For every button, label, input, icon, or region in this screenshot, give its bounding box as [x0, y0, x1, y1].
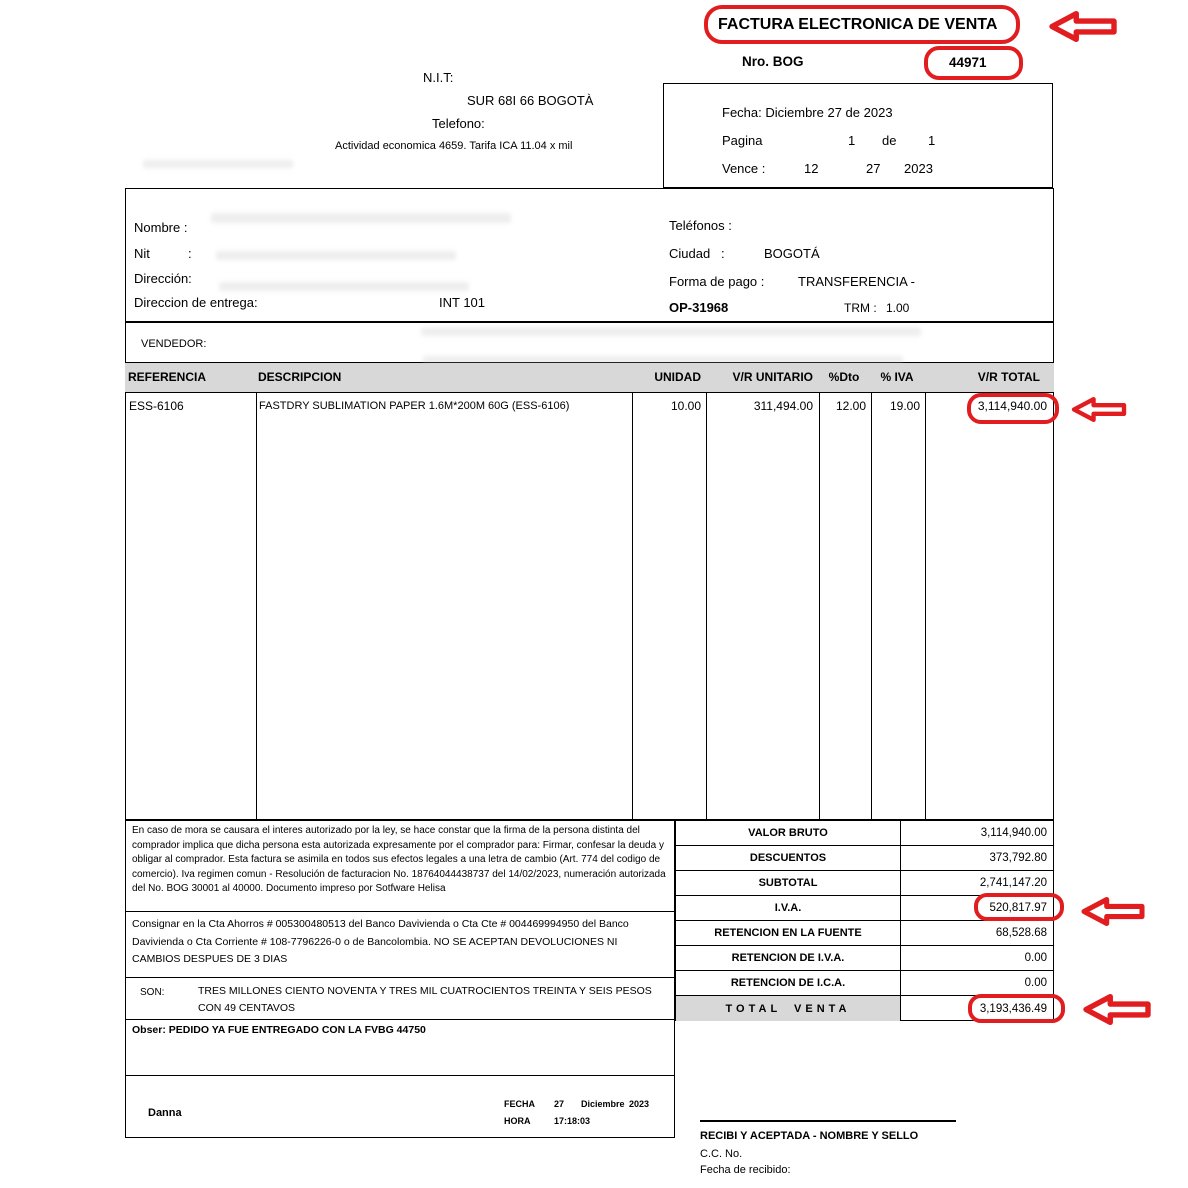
red-arrow-icon [1072, 897, 1154, 926]
redacted-text [143, 160, 293, 168]
col-vr-unitario: V/R UNITARIO [732, 370, 813, 384]
customer-nit-colon: : [188, 246, 192, 261]
customer-name-label: Nombre : [134, 220, 188, 235]
due-year: 2023 [904, 161, 933, 176]
payment-method-value: TRANSFERENCIA - [798, 274, 916, 289]
amount-in-words: TRES MILLONES CIENTO NOVENTA Y TRES MIL CUATROCIENTOS TREINTA Y SEIS PESOS CON 49 CENTAVOS [198, 985, 652, 1014]
vendedor-label: VENDEDOR: [141, 338, 207, 350]
totals-value: 68,528.68 [995, 927, 1047, 939]
red-arrow-icon [1063, 397, 1135, 422]
page-title: FACTURA ELECTRONICA DE VENTA [718, 16, 998, 33]
page-of: de [882, 133, 897, 148]
bank-text: Consignar en la Cta Ahorros # 005300480513 del Banco Davivienda o Cta Cte # 004469994950 del Banco Davivienda o Cta Corriente # 108-7796226-0 o de Bancolombia. NO SE ACEPTAN DEVOLUCIONES NI CAMBIOS DESPUES DE 3 DIAS [126, 912, 674, 978]
redacted-text [216, 251, 456, 260]
totals-row [676, 821, 1053, 846]
totals-label: RETENCION DE I.C.A. [676, 971, 901, 995]
invoice-number-value: 44971 [949, 55, 987, 70]
invoice-date: Fecha: Diciembre 27 de 2023 [722, 105, 893, 120]
column-divider [819, 393, 820, 819]
item-vr-total: 3,114,940.00 [977, 399, 1047, 413]
red-arrow-icon [1038, 11, 1128, 42]
totals-label: TOTAL VENTA [676, 996, 901, 1021]
observations-section [126, 1020, 674, 1076]
customer-box [125, 188, 1054, 322]
totals-table [675, 820, 1054, 1021]
totals-value: 3,193,436.49 [979, 1002, 1047, 1015]
vendedor-box [125, 322, 1054, 363]
totals-label: SUBTOTAL [676, 871, 901, 895]
page-number: 1 [848, 133, 856, 148]
due-label: Vence : [722, 161, 766, 176]
customer-phones-label: Teléfonos : [669, 218, 732, 233]
redacted-text [219, 282, 469, 291]
totals-row [676, 921, 1053, 946]
col-descripcion: DESCRIPCION [258, 370, 342, 384]
company-address: SUR 68I 66 BOGOTÀ [467, 93, 594, 108]
print-hora-value: 17:18:03 [554, 1116, 591, 1126]
totals-value: 3,114,940.00 [980, 827, 1047, 839]
column-divider [632, 393, 633, 819]
company-phone-label: Telefono: [432, 116, 485, 131]
legal-text: En caso de mora se causara el interes autorizado por la ley, se hace constar que la firma de la persona distinta del comprador implica que dicha persona esta autorizada expresamente por el comprador para: Firmar, confesar la deuda y obligar al comprador. Esta factura se asimila en todos sus efectos legales a una letra de cambio (Art. 774 del codigo de comercio). Iva regimen comun - Resolución de facturacion No. 18764044438737 del 14/02/2023, numeración autorizada del No. BOG 30001 al 40000. Documento impreso por Sotfware Helisa [126, 821, 674, 912]
col-unidad: UNIDAD [654, 370, 701, 384]
totals-value: 0.00 [1024, 977, 1047, 989]
customer-address-label: Dirección: [134, 271, 192, 286]
trm-value: 1.00 [886, 301, 910, 315]
seller-name: Danna [148, 1107, 182, 1119]
due-day: 27 [866, 161, 881, 176]
signature-line [700, 1120, 956, 1122]
totals-row [676, 946, 1053, 971]
column-divider [706, 393, 707, 819]
totals-value: 373,792.80 [989, 852, 1047, 864]
item-referencia: ESS-6106 [129, 399, 184, 413]
totals-label: RETENCION EN LA FUENTE [676, 921, 901, 945]
print-fecha-label: FECHA [504, 1099, 535, 1109]
totals-label: RETENCION DE I.V.A. [676, 946, 901, 970]
page-total: 1 [928, 133, 936, 148]
totals-row [676, 971, 1053, 996]
col-vr-total: V/R TOTAL [977, 370, 1040, 384]
item-vr-unitario: 311,494.00 [753, 399, 813, 413]
totals-row-total-venta [676, 996, 1053, 1021]
column-divider [925, 393, 926, 819]
totals-value: 0.00 [1024, 952, 1047, 964]
invoice-number-label: Nro. BOG [742, 54, 804, 69]
cc-label: C.C. No. [700, 1148, 743, 1160]
notes-stack [125, 820, 675, 1138]
col-iva: % IVA [880, 370, 914, 384]
print-fecha-month: Diciembre [581, 1099, 625, 1109]
trm-label: TRM : [844, 301, 877, 315]
observations-text: Obser: PEDIDO YA FUE ENTREGADO CON LA FVBG 44750 [132, 1024, 426, 1036]
column-divider [256, 393, 257, 819]
col-dto: %Dto [828, 370, 860, 384]
totals-label: VALOR BRUTO [676, 821, 901, 845]
items-table-header [125, 363, 1054, 392]
item-iva: 19.00 [889, 399, 920, 413]
item-dto: 12.00 [835, 399, 866, 413]
totals-value: 2,741,147.20 [979, 877, 1047, 889]
totals-row [676, 871, 1053, 896]
red-arrow-icon [1075, 994, 1159, 1025]
page-label: Pagina [722, 133, 763, 148]
op-number: OP-31968 [669, 300, 729, 315]
totals-row [676, 846, 1053, 871]
customer-delivery-label: Direccion de entrega: [134, 295, 258, 310]
amount-in-words-section [126, 978, 674, 1020]
item-descripcion: FASTDRY SUBLIMATION PAPER 1.6M*200M 60G (ESS-6106) [259, 400, 570, 412]
column-divider [871, 393, 872, 819]
col-referencia: REFERENCIA [128, 370, 207, 384]
totals-value: 520,817.97 [989, 902, 1047, 914]
payment-method-label: Forma de pago : [669, 274, 765, 289]
fecha-recibido-label: Fecha de recibido: [700, 1164, 791, 1176]
son-label: SON: [140, 987, 165, 998]
redacted-text [421, 327, 921, 336]
due-month: 12 [804, 161, 819, 176]
redacted-text [211, 213, 511, 223]
company-activity: Actividad economica 4659. Tarifa ICA 11.04 x mil [335, 140, 573, 152]
recibi-text: RECIBI Y ACEPTADA - NOMBRE Y SELLO [700, 1130, 919, 1142]
totals-label: DESCUENTOS [676, 846, 901, 870]
customer-city-value: BOGOTÁ [764, 246, 820, 261]
customer-delivery-value: INT 101 [439, 295, 486, 310]
customer-nit-label: Nit [134, 246, 150, 261]
totals-label: I.V.A. [676, 896, 901, 920]
company-nit-label: N.I.T: [423, 70, 454, 85]
totals-row-iva [676, 896, 1053, 921]
print-fecha-day: 27 [554, 1099, 565, 1109]
seller-signature-section [126, 1076, 674, 1135]
items-table-body [125, 392, 1054, 820]
customer-city-label: Ciudad : [669, 246, 725, 261]
item-unidad: 10.00 [670, 399, 701, 413]
print-fecha-year: 2023 [629, 1099, 650, 1109]
invoice-meta-box [663, 83, 1053, 188]
print-hora-label: HORA [504, 1116, 531, 1126]
